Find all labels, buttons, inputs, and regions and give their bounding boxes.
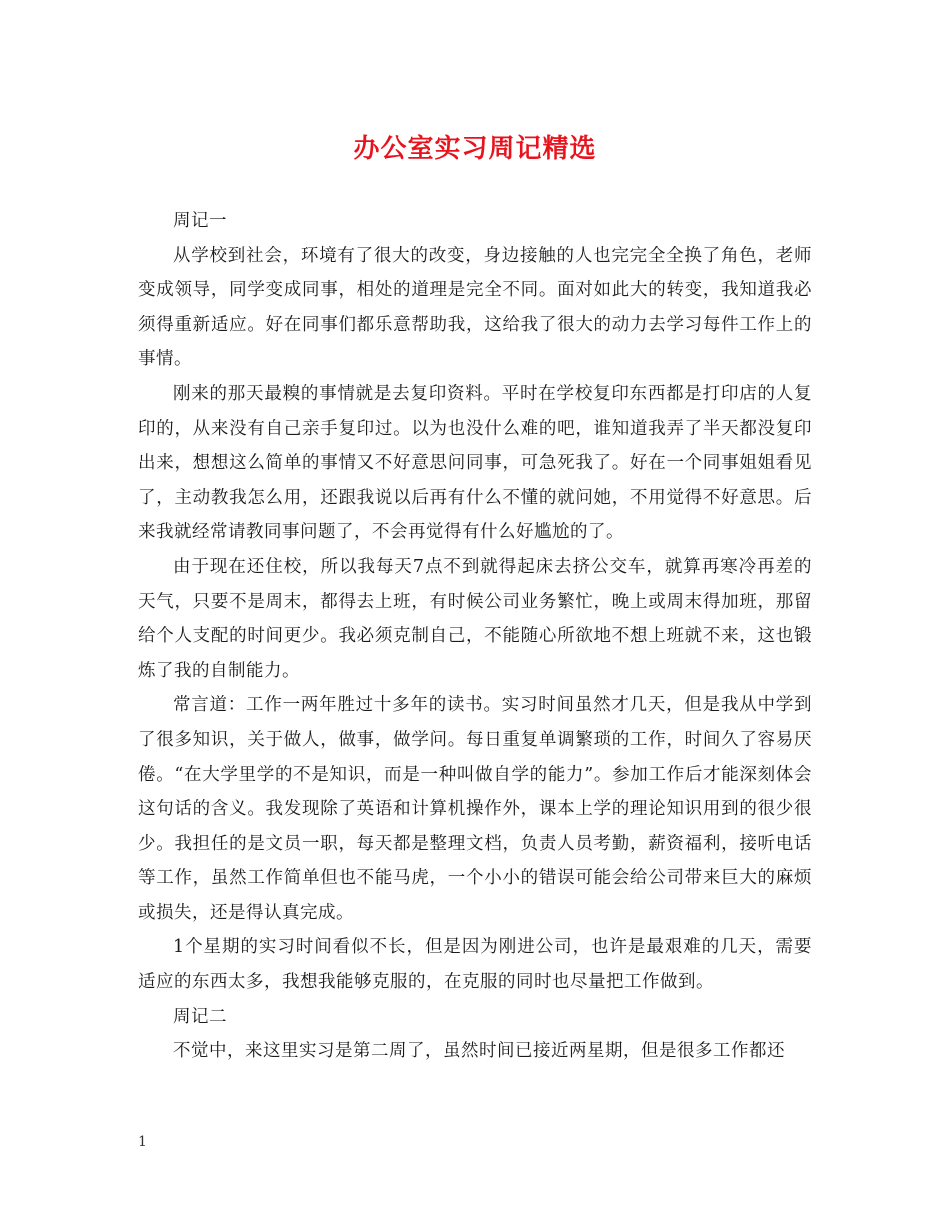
heading-weekly-2: 周记二 [173, 1006, 227, 1027]
paragraph: 不觉中，来这里实习是第二周了，虽然时间已接近两星期，但是很多工作都还 [173, 1041, 785, 1062]
paragraph: 从学校到社会，环境有了很大的改变，身边接触的人也完完全全换了角色，老师变成领导，同学变成同事，相处的道理是完全不同。面对如此大的转变，我知道我必须得重新适应。好在同事们都乐意帮助我，这给我了很大的动力去学习每件工作上的事情。 [138, 245, 812, 370]
paragraph: 刚来的那天最糗的事情就是去复印资料。平时在学校复印东西都是打印店的人复印的，从来没有自己亲手复印过。以为也没什么难的吧，谁知道我弄了半天都没复印出来，想想这么简单的事情又不好意思问同事，可急死我了。好在一个同事姐姐看见了，主动教我怎么用，还跟我说以后再有什么不懂的就问她，不用觉得不好意思。后来我就经常请教同事问题了，不会再觉得有什么好尴尬的了。 [138, 383, 812, 543]
paragraph: 1个星期的实习时间看似不长，但是因为刚进公司，也许是最艰难的几天，需要适应的东西太多，我想我能够克服的，在克服的同时也尽量把工作做到。 [138, 937, 812, 993]
document-title: 办公室实习周记精选 [353, 134, 597, 164]
document-body [138, 204, 812, 1069]
page-number: 1 [138, 1134, 147, 1150]
paragraph: 常言道：工作一两年胜过十多年的读书。实习时间虽然才几天，但是我从中学到了很多知识，关于做人，做事，做学问。每日重复单调繁琐的工作，时间久了容易厌倦。“在大学里学的不是知识，而是一种叫做自学的能力”。参加工作后才能深刻体会这句话的含义。我发现除了英语和计算机操作外，课本上学的理论知识用到的很少很少。我担任的是文员一职，每天都是整理文档，负责人员考勤，薪资福利，接听电话等工作，虽然工作简单但也不能马虎，一个小小的错误可能会给公司带来巨大的麻烦或损失，还是得认真完成。 [138, 695, 812, 923]
heading-weekly-1: 周记一 [173, 211, 227, 231]
paragraph: 由于现在还住校，所以我每天7点不到就得起床去挤公交车，就算再寒冷再差的天气，只要不是周末，都得去上班，有时候公司业务繁忙，晚上或周末得加班，那留给个人支配的时间更少。我必须克制自己，不能随心所欲地不想上班就不来，这也锻炼了我的自制能力。 [138, 556, 812, 681]
